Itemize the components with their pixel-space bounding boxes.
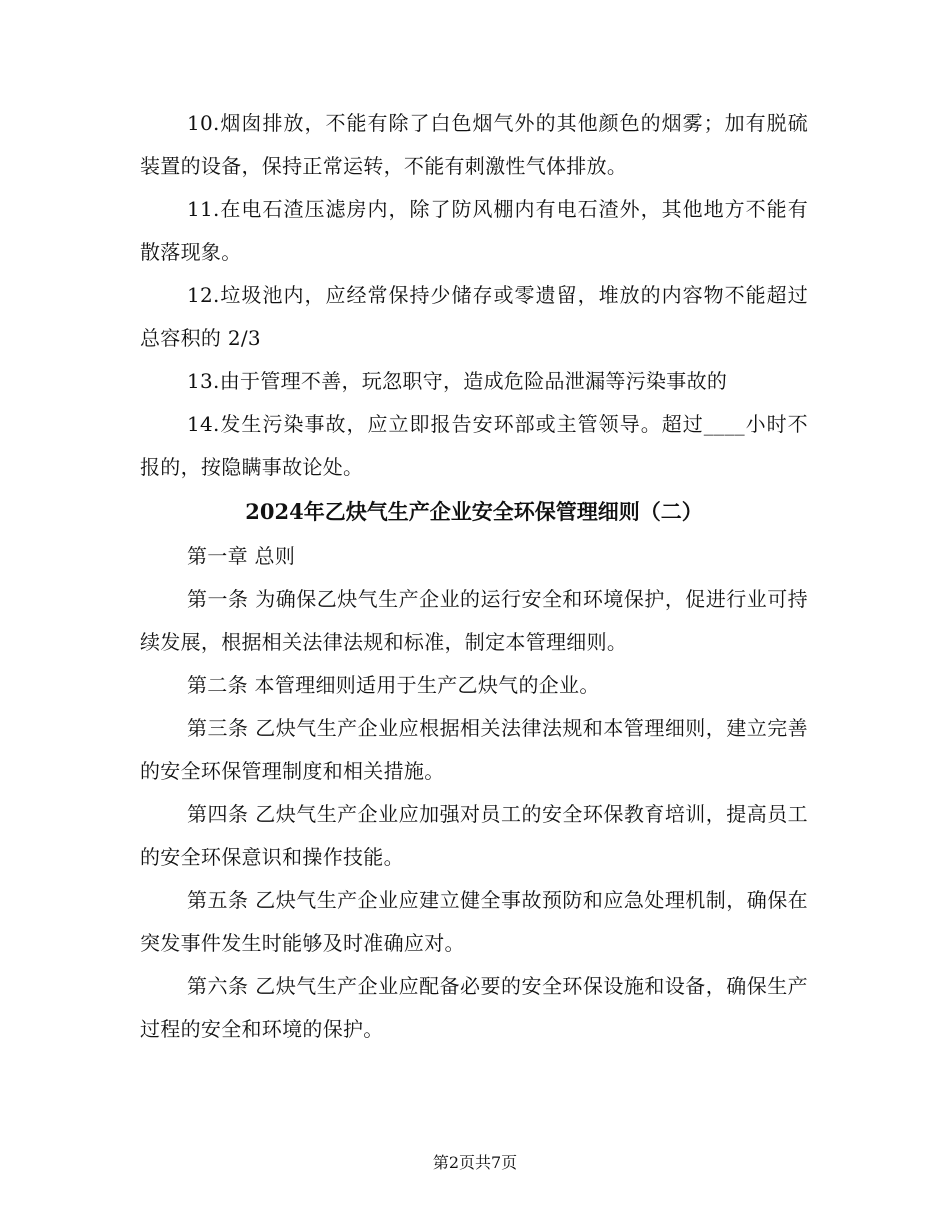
paragraph-item-14: 14.发生污染事故，应立即报告安环部或主管领导。超过____小时不报的，按隐瞒事故论处。 (140, 412, 808, 479)
article-1: 第一条 为确保乙炔气生产企业的运行安全和环境保护，促进行业可持续发展，根据相关法律法规和标准，制定本管理细则。 (140, 587, 808, 654)
chapter-heading: 第一章 总则 (187, 544, 296, 568)
paragraph-item-11: 11.在电石渣压滤房内，除了防风棚内有电石渣外，其他地方不能有散落现象。 (140, 197, 808, 264)
article-3: 第三条 乙炔气生产企业应根据相关法律法规和本管理细则，建立完善的安全环保管理制度和相关措施。 (140, 716, 808, 783)
paragraph-item-13: 13.由于管理不善，玩忽职守，造成危险品泄漏等污染事故的 (187, 369, 728, 393)
article-2: 第二条 本管理细则适用于生产乙炔气的企业。 (187, 673, 600, 697)
paragraph-item-10: 10.烟囱排放，不能有除了白色烟气外的其他颜色的烟雾；加有脱硫装置的设备，保持正常运转，不能有刺激性气体排放。 (140, 111, 808, 178)
paragraph-item-12: 12.垃圾池内，应经常保持少储存或零遗留，堆放的内容物不能超过总容积的 2/3 (140, 283, 808, 350)
page-number: 第2页共7页 (432, 1153, 518, 1172)
section-title: 2024年乙炔气生产企业安全环保管理细则（二） (245, 499, 703, 524)
article-5: 第五条 乙炔气生产企业应建立健全事故预防和应急处理机制，确保在突发事件发生时能够及时准确应对。 (140, 888, 808, 955)
document-body (140, 102, 808, 1051)
article-4: 第四条 乙炔气生产企业应加强对员工的安全环保教育培训，提高员工的安全环保意识和操作技能。 (140, 802, 808, 869)
article-6: 第六条 乙炔气生产企业应配备必要的安全环保设施和设备，确保生产过程的安全和环境的保护。 (140, 974, 808, 1041)
